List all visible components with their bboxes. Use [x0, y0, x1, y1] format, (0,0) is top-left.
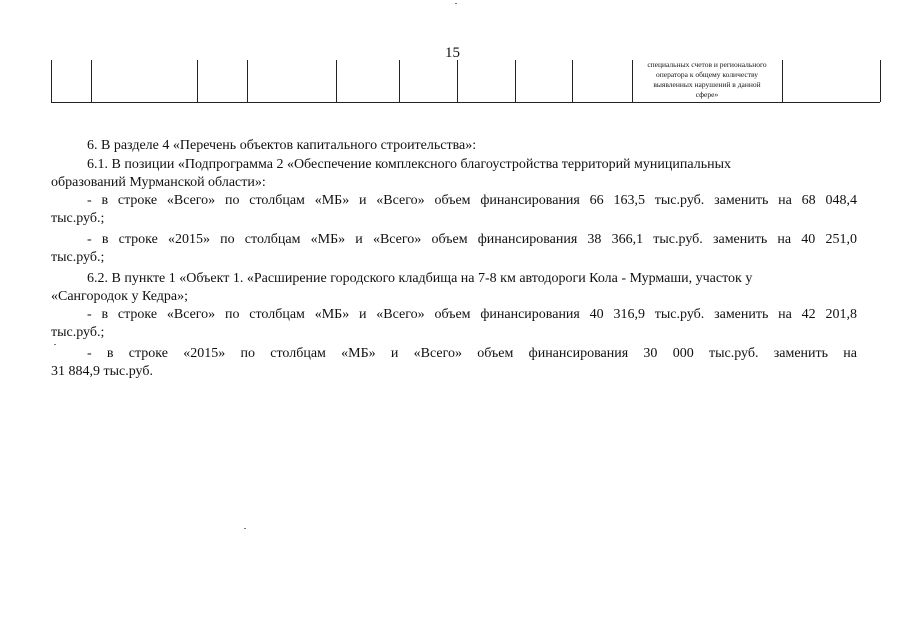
page-number: 15: [445, 45, 460, 61]
item-6-2-change2-tail: 31 884,9 тыс.руб.: [51, 364, 153, 379]
item-6-2-line1: 6.2. В пункте 1 «Объект 1. «Расширение городского кладбища на 7-8 км автодороги Кола - Мурмаши, участок у: [87, 271, 753, 286]
document-body: [51, 137, 857, 381]
table-column-divider: [91, 60, 198, 102]
item-6-1-line2: образований Мурманской области»:: [51, 175, 266, 190]
item-6-1-change1: - в строке «Всего» по столбцам «МБ» и «Всего» объем финансирования 66 163,5 тыс.руб. заменить на 68 048,4: [87, 193, 857, 208]
item-6-1-change2: - в строке «2015» по столбцам «МБ» и «Всего» объем финансирования 38 366,1 тыс.руб. заменить на 40 251,0: [87, 232, 857, 247]
table-column-divider: [247, 60, 337, 102]
table-column-divider: [52, 60, 92, 102]
item-6-2-change1-tail: тыс.руб.;: [51, 325, 105, 340]
table-cell-line: специальных счетов и регионального: [647, 60, 767, 69]
table-column-divider: [399, 60, 458, 102]
scan-speck: [455, 3, 457, 4]
table-cell-line: сфере»: [695, 90, 719, 99]
scan-speck: [54, 344, 56, 345]
table-column-divider: [457, 60, 516, 102]
scan-speck: [244, 528, 246, 529]
table-column-divider: [515, 60, 573, 102]
item-6-2-change1: - в строке «Всего» по столбцам «МБ» и «Всего» объем финансирования 40 316,9 тыс.руб. заменить на 42 201,8: [87, 307, 857, 322]
item-6-1-line1: 6.1. В позиции «Подпрограмма 2 «Обеспечение комплексного благоустройства территорий муниципальных: [87, 157, 731, 172]
table-column-divider: [782, 60, 881, 102]
item-6-2-line2: «Сангородок у Кедра»;: [51, 289, 189, 304]
section-heading: 6. В разделе 4 «Перечень объектов капитального строительства»:: [87, 138, 477, 153]
table-column-divider: [572, 60, 633, 102]
table-cell-line: выявленных нарушений в данной: [653, 80, 761, 89]
table-cell-text: [632, 60, 782, 100]
table-cell-line: оператора к общему количеству: [655, 70, 759, 79]
table-column-divider: [336, 60, 400, 102]
item-6-1-change2-tail: тыс.руб.;: [51, 250, 105, 265]
table-column-divider: [197, 60, 248, 102]
item-6-1-change1-tail: тыс.руб.;: [51, 211, 105, 226]
table-fragment: [51, 60, 880, 103]
item-6-2-change2: - в строке «2015» по столбцам «МБ» и «Всего» объем финансирования 30 000 тыс.руб. заменить на: [87, 346, 857, 361]
